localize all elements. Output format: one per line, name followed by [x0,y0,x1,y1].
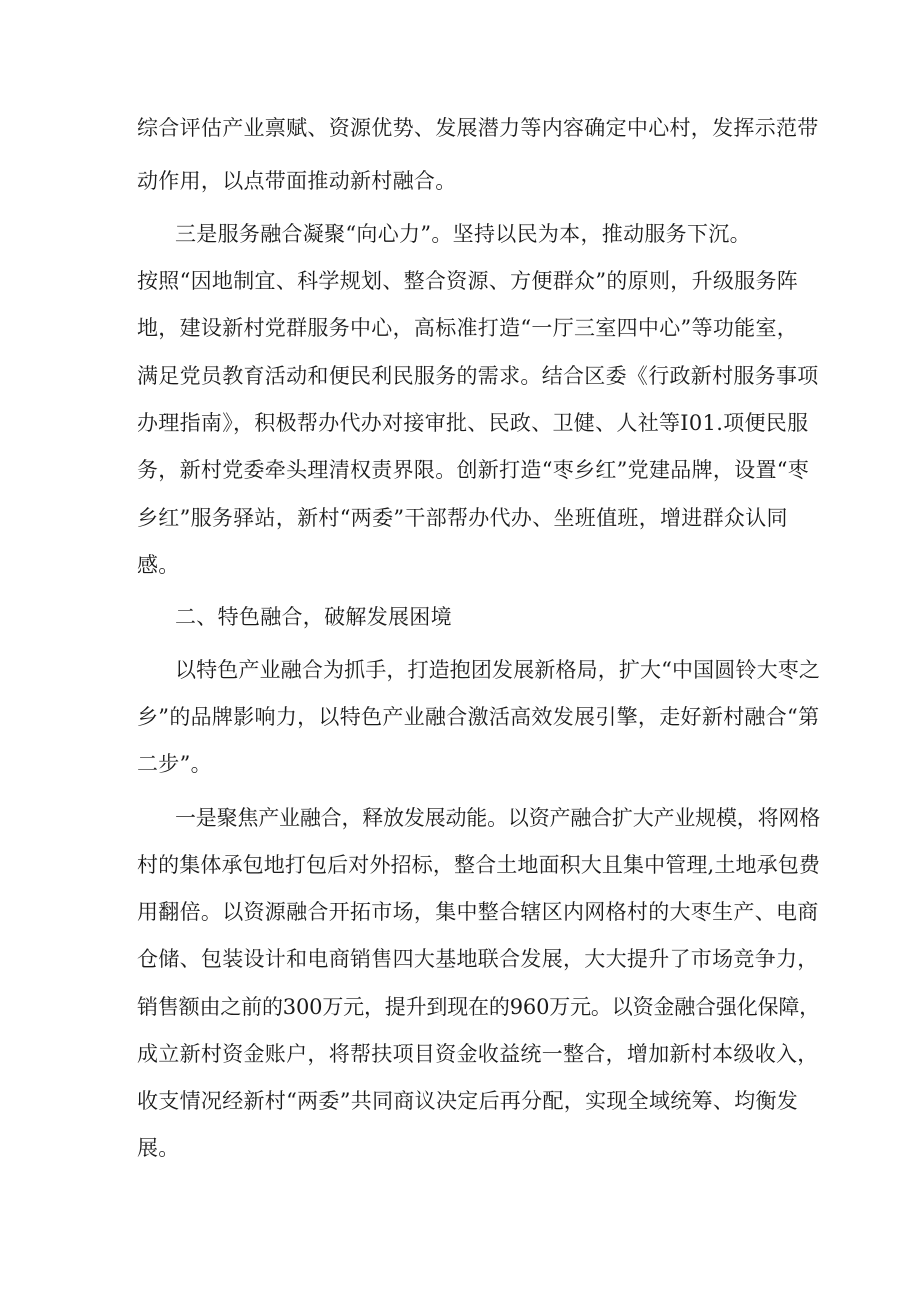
paragraph-4-line-2: 村的集体承包地打包后对外招标，整合土地面积大且集中管理,土地承包费 [137,853,820,877]
paragraph-2-line-2: 按照“因地制宜、科学规划、整合资源、方便群众”的原则，升级服务阵 [137,269,799,293]
paragraph-2-line-3: 地，建设新村党群服务中心，高标准打造“一厅三室四中心”等功能室， [137,316,799,340]
paragraph-2-line-7: 乡红”服务驿站，新村“两委”干部帮办代办、坐班值班，增进群众认同 [137,506,788,530]
paragraph-4-line-8: 展。 [137,1136,180,1160]
paragraph-1-line-2: 动作用，以点带面推动新村融合。 [137,169,457,193]
paragraph-4-line-5: 销售额由之前的300万元，提升到现在的960万元。以资金融合强化保障， [137,995,820,1019]
paragraph-2-line-4: 满足党员教育活动和便民利民服务的需求。结合区委《行政新村服务事项 [137,364,819,388]
paragraph-3-line-3: 二步”。 [137,752,212,776]
paragraph-3-line-1: 以特色产业融合为抓手，打造抱团发展新格局，扩大“中国圆铃大枣之 [175,658,820,682]
paragraph-4-line-1: 一是聚焦产业融合，释放发展动能。以资产融合扩大产业规模，将网格 [175,806,821,830]
paragraph-4-line-4: 仓储、包装设计和电商销售四大基地联合发展，大大提升了市场竞争力， [137,947,819,971]
paragraph-4-line-6: 成立新村资金账户，将帮扶项目资金收益统一整合，增加新村本级收入， [137,1042,819,1066]
paragraph-3-line-2: 乡”的品牌影响力，以特色产业融合激活高效发展引擎，走好新村融合“第 [137,705,820,729]
section-heading: 二、特色融合，破解发展困境 [175,605,452,629]
paragraph-4-line-3: 用翻倍。以资源融合开拓市场，集中整合辖区内网格村的大枣生产、电商 [137,900,819,924]
paragraph-1-line-1: 综合评估产业禀赋、资源优势、发展潜力等内容确定中心村，发挥示范带 [137,116,819,140]
paragraph-2-line-8: 感。 [137,553,180,577]
paragraph-4-line-7: 收支情况经新村“两委”共同商议决定后再分配，实现全域统筹、均衡发 [137,1089,799,1113]
paragraph-2-line-5: 办理指南》，积极帮办代办对接审批、民政、卫健、人社等I01.项便民服 [137,411,809,435]
paragraph-2-line-1: 三是服务融合凝聚“向心力”。坚持以民为本，推动服务下沉。 [175,222,751,246]
paragraph-2-line-6: 务，新村党委牵头理清权责界限。创新打造“枣乡红”党建品牌，设置“枣 [137,458,810,482]
